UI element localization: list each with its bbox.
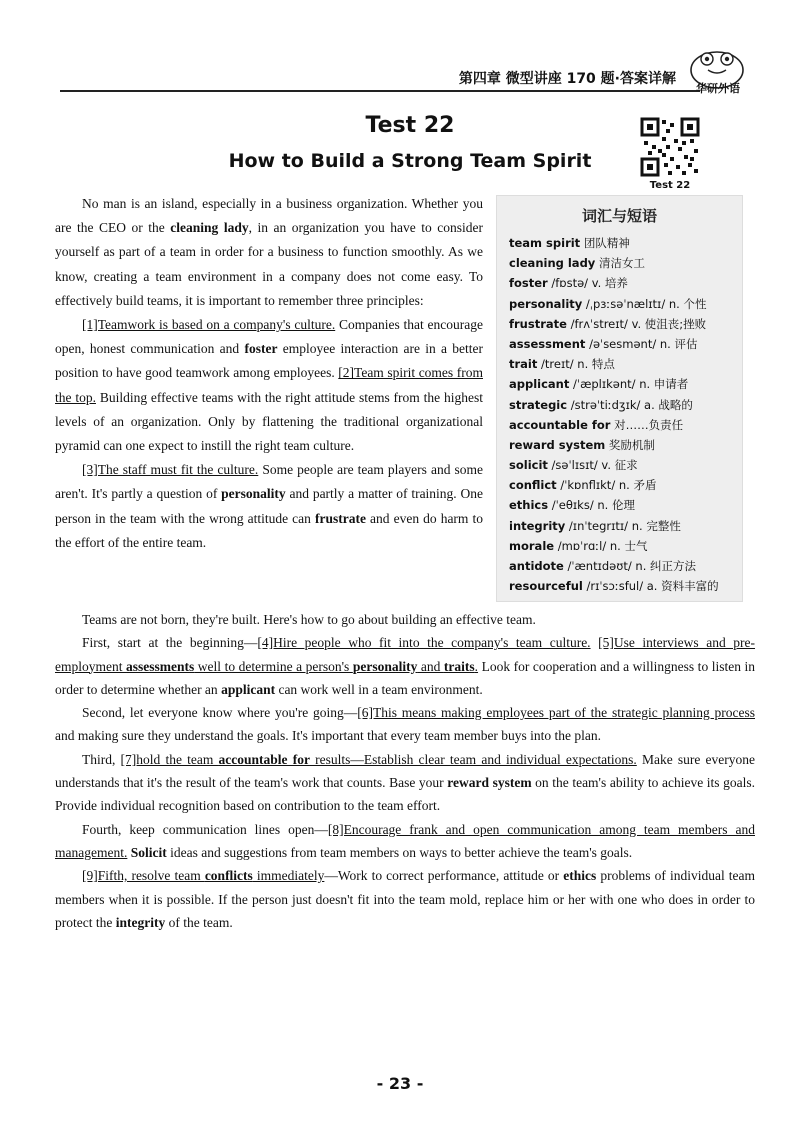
paragraph-6: Second, let everyone know where you're going—[6]This means making employees part of the strategic planning process and making sure they understand the goals. It's important that every team member buys into the plan. — [55, 705, 755, 744]
highlight-9: [9]Fifth, resolve team conflicts immediately — [82, 868, 325, 884]
vocab-item: foster /fɒstə/ v. 培养 — [509, 276, 628, 291]
vocab-item: personality /ˌpɜːsəˈnælɪtɪ/ n. 个性 — [509, 296, 707, 311]
vocabulary-list — [497, 233, 742, 596]
paragraph-8: Fourth, keep communication lines open—[8]Encourage frank and open communication among team members and management. Solicit ideas and suggestions from team members on ways to better achieve the team's goals. — [55, 821, 755, 860]
paragraph-1: No man is an island, especially in a business organization. Whether you are the CEO or the cleaning lady, in an organization you have to consider yourself as part of a team in order for a business to function smoothly. As we know, creating a team environment in a company does not come easy. To effectively build teams, it is important to remember three principles: — [55, 196, 483, 308]
highlight-1: [1]Teamwork is based on a company's culture. — [82, 317, 336, 333]
paragraph-7: Third, [7]hold the team accountable for results—Establish clear team and individual expectations. Make sure everyone understands that it's the result of the team's work that counts. Base your reward system on the team's ability to achieve its goals. Provide individual recognition based on contribution to the team effort. — [55, 751, 755, 814]
article-column-narrow — [55, 192, 483, 555]
article-column-wide — [55, 608, 755, 934]
highlight-6: [6]This means making employees part of the strategic planning process — [357, 705, 755, 721]
vocab-item: applicant /ˈæplɪkənt/ n. 申请者 — [509, 377, 689, 392]
vocab-item: strategic /strəˈtiːdʒɪk/ a. 战略的 — [509, 397, 693, 412]
vocab-item: morale /mɒˈrɑːl/ n. 士气 — [509, 538, 648, 553]
highlight-3: [3]The staff must fit the culture. — [82, 462, 259, 478]
chapter-title: 第四章 微型讲座 170 题·答案详解 — [458, 71, 676, 87]
highlight-7: [7]hold the team accountable for results—Establish clear team and individual expectations. — [120, 751, 637, 767]
highlight-4: [4]Hire people who fit into the company's team culture. — [257, 635, 591, 651]
vocab-item: solicit /səˈlɪsɪt/ v. 征求 — [509, 458, 638, 473]
highlight-2: [2]Team spirit comes from the top. — [55, 365, 483, 405]
vocab-item: trait /treɪt/ n. 特点 — [509, 357, 615, 372]
vocab-item: frustrate /frʌˈstreɪt/ v. 使沮丧;挫败 — [509, 316, 707, 331]
paragraph-4: Teams are not born, they're built. Here's how to go about building an effective team. — [82, 612, 536, 627]
vocab-item: antidote /ˈæntɪdəʊt/ n. 纠正方法 — [509, 559, 696, 573]
vocabulary-box — [496, 195, 743, 602]
passage-title: How to Build a Strong Team Spirit — [228, 150, 592, 172]
highlight-5: [5]Use interviews and pre-employment assessments well to determine a person's personality and traits. — [55, 635, 756, 674]
paragraph-5: First, start at the beginning—[4]Hire people who fit into the company's team culture. [5]Use interviews and pre-employment assessments well to determine a person's personality and traits. Look for cooperation and a willingness to listen in order to determine whether an applicant can work well in a team environment. — [55, 635, 756, 697]
vocab-item: integrity /ɪnˈtegrɪtɪ/ n. 完整性 — [509, 518, 681, 533]
vocab-item: cleaning lady 清洁女工 — [509, 256, 645, 271]
test-title: Test 22 — [365, 113, 455, 138]
vocab-item: team spirit 团队精神 — [509, 236, 630, 250]
qr-label: Test 22 — [649, 180, 691, 191]
vocab-item: ethics /ˈeθɪks/ n. 伦理 — [509, 498, 635, 513]
qr-code-icon[interactable] — [640, 117, 700, 177]
logo-text: 华研外语 — [696, 82, 740, 95]
vocab-item: resourceful /rɪˈsɔːsful/ a. 资料丰富的 — [509, 579, 719, 594]
vocab-item: assessment /əˈsesmənt/ n. 评估 — [509, 336, 698, 351]
vocab-item: accountable for 对……负责任 — [509, 417, 684, 432]
paragraph-9: [9]Fifth, resolve team conflicts immediately—Work to correct performance, attitude or ethics problems of individual team members when it is possible. If the person just doesn't fit into the team mold, replace him or her with one who does in order to protect the integrity of the team. — [55, 868, 756, 930]
vocab-item: reward system 奖励机制 — [509, 437, 655, 452]
vocabulary-title: 词汇与短语 — [581, 207, 657, 225]
page-number: - 23 - — [376, 1074, 424, 1093]
running-header — [60, 62, 700, 92]
highlight-8: [8]Encourage frank and open communication among team members and management. — [55, 821, 755, 860]
paragraph-3: [3]The staff must fit the culture. Some people are team players and some aren't. It's partly a question of personality and partly a matter of training. One person in the team with the wrong attitude can frustrate and even do harm to the effort of the entire team. — [55, 462, 483, 550]
paragraph-2: [1]Teamwork is based on a company's culture. Companies that encourage open, honest communication and foster employee interaction are in a better position to have good teamwork among employees. [2]Team spirit comes from the top. Building effective teams with the right attitude stems from the highest levels of an organization. Only by flattening the traditional organizational pyramid can one expect to instill the right team culture. — [55, 317, 484, 454]
vocab-item: conflict /ˈkɒnflɪkt/ n. 矛盾 — [509, 478, 657, 493]
header-rule — [60, 90, 700, 92]
